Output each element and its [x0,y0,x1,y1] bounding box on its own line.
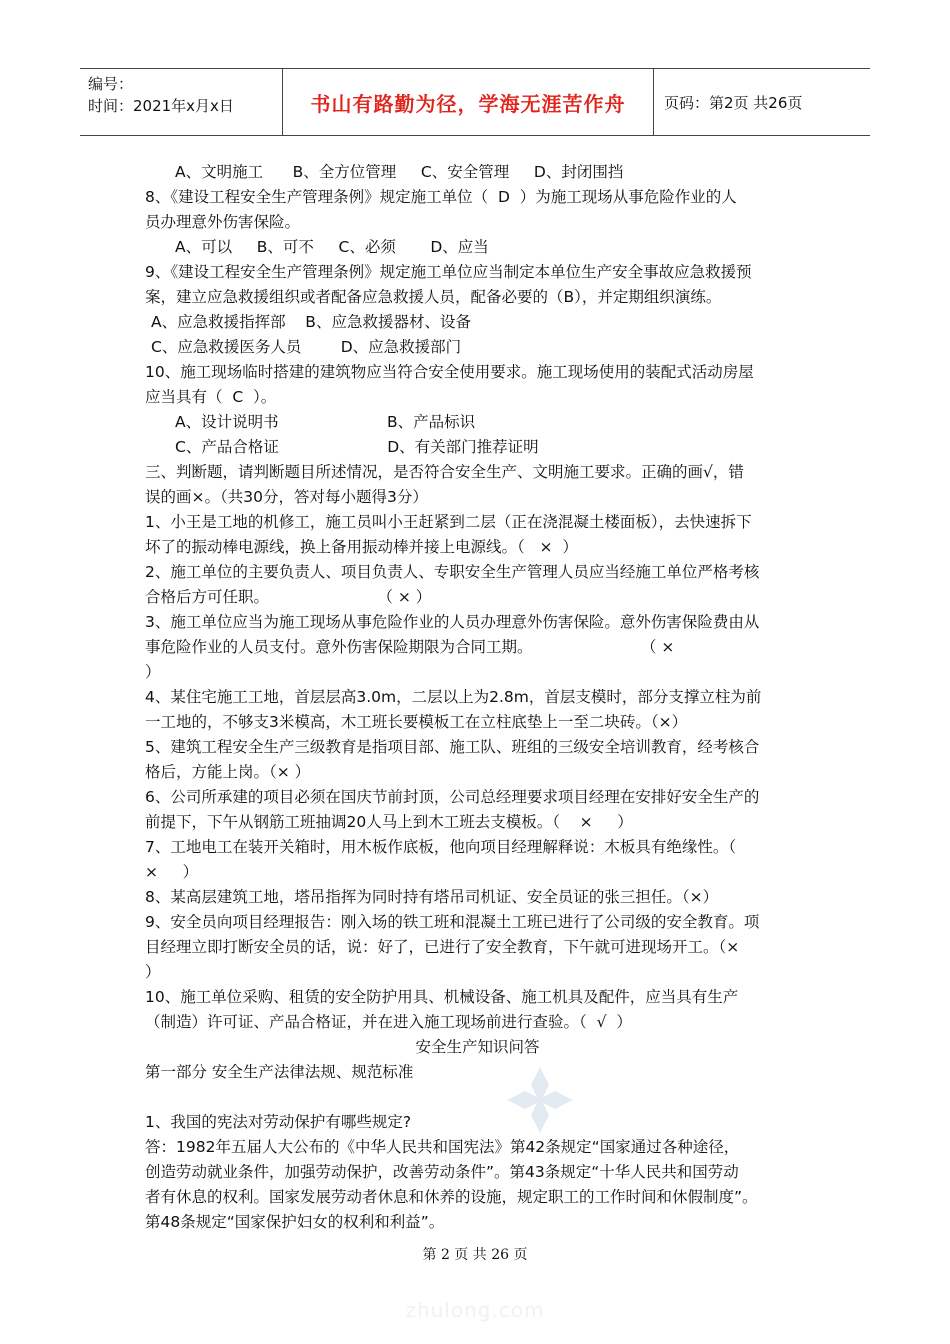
text-line: 应当具有（ C ）。 [145,388,277,406]
page-label: 页码：第2页 共26页 [664,93,803,112]
text-line: 格后，方能上岗。（× ） [145,763,311,781]
text-line: 员办理意外伤害保险。 [145,213,301,231]
text-line: 3、施工单位应当为施工现场从事危险作业的人员办理意外伤害保险。意外伤害保险费由从 [145,613,760,631]
page-footer: 第 2 页 共 26 页 [422,1247,528,1263]
text-line: ） [145,963,161,981]
watermark-logo-icon [505,1065,575,1135]
text-line: 2、施工单位的主要负责人、项目负责人、专职安全生产管理人员应当经施工单位严格考核 [145,563,760,581]
text-line: 7、工地电工在装开关箱时，用木板作底板，他向项目经理解释说：木板具有绝缘性。（ [145,838,737,856]
watermark-text: zhulong.com [405,1298,545,1322]
text-line: 前提下，下午从钢筋工班抽调20人马上到木工班去支模板。（ × ） [145,813,633,831]
number-label: 编号： [88,75,134,93]
document-body [145,160,810,1235]
text-line: （制造）许可证、产品合格证，并在进入施工现场前进行查验。（ √ ） [145,1013,632,1031]
text-line: 三、判断题，请判断题目所述情况，是否符合安全生产、文明施工要求。正确的画√，错 [145,463,744,481]
text-line: A、可以 B、可不 C、必须 D、应当 [175,238,489,256]
text-line: C、应急救援医务人员 D、应急救援部门 [151,338,462,356]
text-line: 第48条规定“国家保护妇女的权利和利益”。 [145,1213,445,1231]
text-line: × ） [145,863,199,881]
text-line: 事危险作业的人员支付。意外伤害保险期限为合同工期。 （ × [145,638,675,656]
text-line: 8、某高层建筑工地，塔吊指挥为同时持有塔吊司机证、安全员证的张三担任。（×） [145,888,719,906]
text-line: 者有休息的权利。国家发展劳动者休息和休养的设施，规定职工的工作时间和休假制度”。 [145,1188,758,1206]
text-line: 10、施工单位采购、租赁的安全防护用具、机械设备、施工机具及配件，应当具有生产 [145,988,739,1006]
text-line: 5、建筑工程安全生产三级教育是指项目部、施工队、班组的三级安全培训教育，经考核合 [145,738,760,756]
header-meta [80,69,283,135]
text-line: 合格后方可任职。 （ × ） [145,588,432,606]
text-line: A、设计说明书 B、产品标识 [175,413,476,431]
text-line: 4、某住宅施工工地，首层层高3.0m，二层以上为2.8m，首层支模时，部分支撑立柱为前 [145,688,762,706]
text-line: 6、公司所承建的项目必须在国庆节前封顶，公司总经理要求项目经理在安排好安全生产的 [145,788,760,806]
page-header [80,68,870,136]
text-line: C、产品合格证 D、有关部门推荐证明 [175,438,539,456]
text-line: A、文明施工 B、全方位管理 C、安全管理 D、封闭围挡 [175,163,624,181]
text-line: 案，建立应急救援组织或者配备应急救援人员，配备必要的（B），并定期组织演练。 [145,288,722,306]
motto-text: 书山有路勤为径，学海无涯苦作舟 [310,91,626,116]
text-line: 8、《建设工程安全生产管理条例》规定施工单位（ D ）为施工现场从事危险作业的人 [145,188,737,206]
header-motto [283,69,654,135]
text-line: ） [145,663,161,681]
text-line: 10、施工现场临时搭建的建筑物应当符合安全使用要求。施工现场使用的装配式活动房屋 [145,363,754,381]
text-line: 安全生产知识问答 [415,1038,540,1056]
text-line: 答：1982年五届人大公布的《中华人民共和国宪法》第42条规定“国家通过各种途径， [145,1138,740,1156]
date-label: 时间：2021年x月x日 [88,97,234,115]
text-line: 1、小王是工地的机修工，施工员叫小王赶紧到二层（正在浇混凝土楼面板），去快速拆下 [145,513,752,531]
text-line: 坏了的振动棒电源线，换上备用振动棒并接上电源线。（ × ） [145,538,578,556]
text-line: 9、《建设工程安全生产管理条例》规定施工单位应当制定本单位生产安全事故应急救援预 [145,263,752,281]
text-line: 一工地的，不够支3米模高，木工班长要模板工在立柱底垫上一至二块砖。（×） [145,713,688,731]
text-line [145,1085,810,1110]
text-line: 误的画×。（共30分，答对每小题得3分） [145,488,428,506]
text-line: 创造劳动就业条件，加强劳动保护，改善劳动条件”。第43条规定“十华人民共和国劳动 [145,1163,739,1181]
text-line: A、应急救援指挥部 B、应急救援器材、设备 [151,313,471,331]
text-line: 1、我国的宪法对劳动保护有哪些规定? [145,1113,412,1131]
header-page [654,69,870,135]
text-line: 9、安全员向项目经理报告：刚入场的铁工班和混凝土工班已进行了公司级的安全教育。项 [145,913,760,931]
text-line: 目经理立即打断安全员的话，说：好了，已进行了安全教育，下午就可进现场开工。（× [145,938,740,956]
text-line: 第一部分 安全生产法律法规、规范标准 [145,1063,414,1081]
